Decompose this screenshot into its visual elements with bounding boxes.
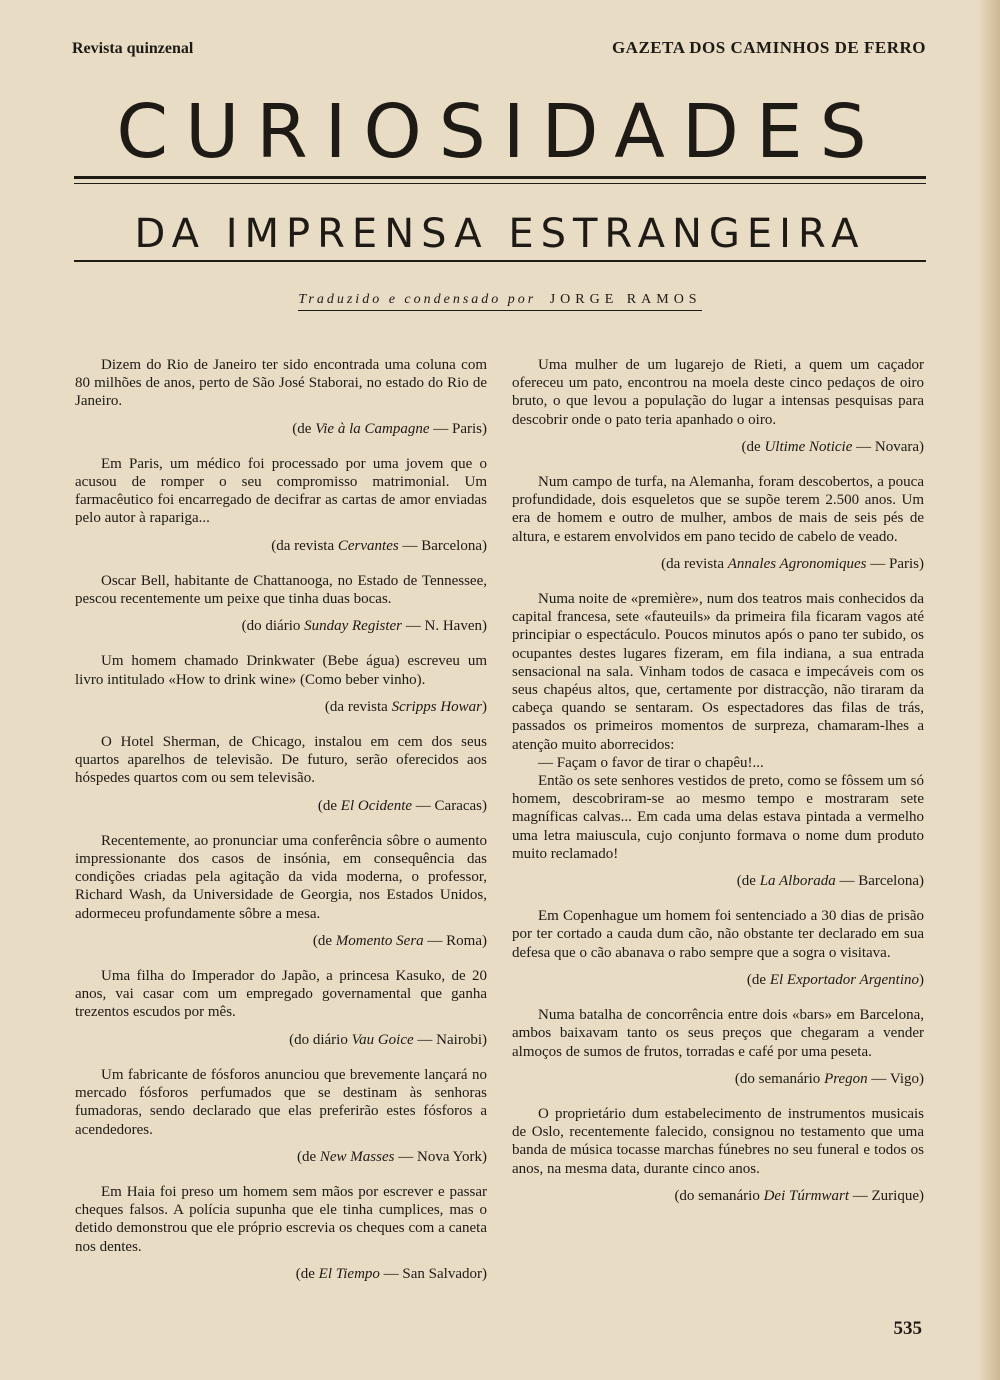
news-item	[75, 1183, 487, 1283]
news-text: Oscar Bell, habitante de Chattanooga, no Estado de Tennessee, pescou recentemente um peixe que tinha duas bocas.	[75, 572, 487, 608]
news-text: — Façam o favor de tirar o chapêu!...	[538, 754, 764, 771]
source-suffix: — Nairobi)	[413, 1031, 487, 1048]
news-item	[512, 907, 924, 989]
source-suffix: )	[919, 971, 924, 988]
source-prefix: (de	[746, 971, 770, 988]
news-item	[75, 967, 487, 1049]
source-prefix: (de	[741, 438, 765, 455]
source-prefix: (do diário	[241, 618, 305, 635]
source-publication: Ultime Noticie	[764, 438, 853, 455]
news-source	[75, 537, 487, 555]
source-prefix: (do semanário	[734, 1070, 825, 1087]
source-prefix: (de	[736, 873, 760, 890]
source-publication: La Alborada	[759, 873, 836, 890]
left-column	[75, 356, 487, 1300]
news-text: Uma mulher de um lugarejo de Rieti, a quem um caçador ofereceu um pato, encontrou na moela deste cinco pedaços de oiro bruto, o que levou a população do lugar a intensas pesquisas para descobrir onde o pato teria apanhado o oiro.	[512, 357, 924, 428]
title-rule-thin	[74, 183, 926, 184]
source-prefix: (do diário	[289, 1031, 352, 1048]
news-text: Num campo de turfa, na Alemanha, foram descobertos, a pouca profundidade, dois esqueletos que se supõe terem 2.500 anos. Um era de homem e outro de mulher, ambos de mais de seis pés de altura, e estarem envolvidos em pano tecido de cabelo de veado.	[512, 474, 924, 545]
running-head-right: GAZETA DOS CAMINHOS DE FERRO	[611, 38, 926, 57]
source-suffix: — Barcelona)	[398, 537, 487, 554]
subtitle-rule	[74, 260, 926, 262]
news-text: Então os sete senhores vestidos de preto, como se fôssem um só homem, descobriram-se ao mesmo tempo e mostraram sete magníficas calvas... Em cada uma delas estava pintada a vermelho uma letra maiuscula, cujo conjunto formava o nome dum produto muito reclamado!	[512, 773, 924, 862]
source-suffix: — Vigo)	[867, 1070, 924, 1087]
source-publication: Sunday Register	[304, 618, 403, 635]
source-prefix: (de	[295, 1265, 319, 1282]
news-item	[75, 733, 487, 815]
running-head-left: Revista quinzenal	[72, 40, 194, 57]
news-text: Dizem do Rio de Janeiro ter sido encontrada uma coluna com 80 milhões de anos, perto de São José Staborai, no estado do Rio de Janeiro.	[75, 357, 487, 410]
news-source	[512, 1070, 924, 1088]
news-source	[75, 698, 487, 716]
news-source	[512, 555, 924, 573]
source-publication: Cervantes	[337, 537, 399, 554]
page-number: 535	[893, 1318, 922, 1339]
news-item	[75, 356, 487, 438]
page-edge	[978, 0, 1000, 1380]
title-block	[74, 89, 926, 262]
source-suffix: — San Salvador)	[379, 1265, 487, 1282]
source-prefix: (da revista	[271, 537, 338, 554]
news-text: Uma filha do Imperador do Japão, a princesa Kasuko, de 20 anos, vai casar com um empregado governamental que ganha trezentos escudos por mês.	[75, 968, 487, 1021]
news-source	[75, 1148, 487, 1166]
source-suffix: — Barcelona)	[835, 873, 924, 890]
news-text: Um fabricante de fósforos anunciou que brevemente lançará no mercado fósforos perfumados que se destinam às senhoras fumadoras, sendo declarado que elas preferirão estes fósforos a acendedores.	[75, 1066, 487, 1138]
source-suffix: )	[482, 698, 487, 715]
source-suffix: — N. Haven)	[402, 618, 487, 635]
news-item	[512, 473, 924, 573]
news-text: Numa batalha de concorrência entre dois «bars» em Barcelona, ambos baixavam tanto os seus preços que chegaram a vender almoços de sumos de frutos, torradas e café por uma peseta.	[512, 1007, 924, 1060]
news-item	[512, 356, 924, 456]
news-source	[75, 932, 487, 950]
source-prefix: (de	[292, 420, 316, 437]
source-publication: Pregon	[824, 1070, 868, 1087]
source-publication: El Ocidente	[340, 797, 413, 814]
source-prefix: (de	[317, 797, 341, 814]
news-text: O proprietário dum estabelecimento de instrumentos musicais de Oslo, recentemente falecido, consignou no testamento que uma banda de música tocasse marchas fúnebres no seu funeral e todos os anos, na mesma data, durante cinco anos.	[512, 1105, 924, 1177]
source-prefix: (do semanário	[674, 1187, 764, 1204]
main-title: CURIOSIDADES	[116, 89, 884, 175]
source-prefix: (da revista	[661, 555, 728, 572]
news-item	[512, 1105, 924, 1205]
byline	[0, 292, 1000, 308]
source-publication: El Tiempo	[318, 1265, 380, 1282]
news-source	[75, 420, 487, 438]
title-rule-thick	[74, 176, 926, 179]
news-text: Recentemente, ao pronunciar uma conferência sôbre o aumento impressionante dos casos de insónia, em consequência das condições criadas pela agitação da vida moderna, o professor, Richard Wash, da Universidade de Georgia, nos Estados Unidos, adormeceu profundamente sôbre a mesa.	[75, 832, 487, 922]
source-suffix: — Zurique)	[849, 1187, 924, 1204]
byline-author: JORGE RAMOS	[549, 292, 702, 307]
source-publication: Vau Goice	[351, 1031, 414, 1048]
news-item	[75, 1066, 487, 1166]
byline-label: Traduzido e condensado por	[298, 292, 537, 307]
source-publication: Vie à la Campagne	[315, 420, 430, 437]
news-item	[75, 832, 487, 950]
source-publication: Momento Sera	[335, 932, 424, 949]
source-suffix: — Nova York)	[394, 1148, 487, 1165]
news-source	[75, 1265, 487, 1283]
news-item	[75, 652, 487, 716]
source-prefix: (de	[296, 1148, 320, 1165]
news-source	[512, 971, 924, 989]
news-source	[512, 1187, 924, 1205]
news-text: Em Paris, um médico foi processado por uma jovem que o acusou de romper o seu compromisso matrimonial. Um farmacêutico foi encarregado de decifrar as cartas de amor enviadas pelo autor à rapariga...	[75, 455, 487, 527]
news-item	[512, 590, 924, 890]
source-publication: Scripps Howar	[391, 698, 482, 715]
news-text: Um homem chamado Drinkwater (Bebe água) escreveu um livro intitulado «How to drink wine» (Como beber vinho).	[75, 653, 487, 688]
news-item	[512, 1006, 924, 1088]
news-text: Em Copenhague um homem foi sentenciado a 30 dias de prisão por ter cortado a cauda dum cão, não obstante ter declarado em sua defesa que o cão abanava o rabo sempre que a sogra o visitava.	[512, 908, 924, 961]
source-suffix: — Novara)	[852, 438, 924, 455]
news-text: O Hotel Sherman, de Chicago, instalou em cem dos seus quartos aparelhos de televisão. De futuro, serão oferecidos aos hóspedes quartos com ou sem televisão.	[75, 734, 487, 787]
subtitle: DA IMPRENSA ESTRANGEIRA	[134, 211, 866, 257]
news-item	[75, 455, 487, 555]
news-text: Em Haia foi preso um homem sem mãos por escrever e passar cheques falsos. A polícia supunha que ele tinha cumplices, mas o detido demonstrou que ele próprio escrevia os cheques com a caneta nos dentes.	[75, 1183, 487, 1255]
news-source	[512, 872, 924, 890]
source-suffix: — Caracas)	[412, 797, 487, 814]
source-suffix: — Paris)	[429, 420, 487, 437]
source-prefix: (da revista	[324, 698, 392, 715]
running-head	[72, 38, 926, 62]
source-suffix: — Paris)	[866, 555, 924, 572]
news-source	[512, 438, 924, 456]
source-publication: New Masses	[319, 1148, 395, 1165]
source-suffix: — Roma)	[423, 932, 487, 949]
news-item	[75, 572, 487, 636]
source-publication: Dei Túrmwart	[763, 1187, 850, 1204]
source-prefix: (de	[312, 932, 336, 949]
right-column	[512, 356, 924, 1222]
news-source	[75, 797, 487, 815]
news-source	[75, 617, 487, 635]
news-text: Numa noite de «première», num dos teatros mais conhecidos da capital francesa, sete «fauteuils» da primeira fila ficaram vagos até principiar o espectáculo. Poucos minutos após o pano ter subido, os ocupantes destes lugares fizeram, em fila indiana, a sua entrada sensacional na sala. Vinham todos de casaca e impecáveis com os seus chapéus altos, que, certamente por distracção, não tiraram da cabeça quando se sentaram. Os espectadores das filas de trás, passados os primeiros momentos de surpreza, chamaram-lhes a atenção muito aborrecidos:	[512, 591, 924, 753]
source-publication: Annales Agronomiques	[727, 555, 867, 572]
source-publication: El Exportador Argentino	[769, 971, 919, 988]
news-source	[75, 1031, 487, 1049]
